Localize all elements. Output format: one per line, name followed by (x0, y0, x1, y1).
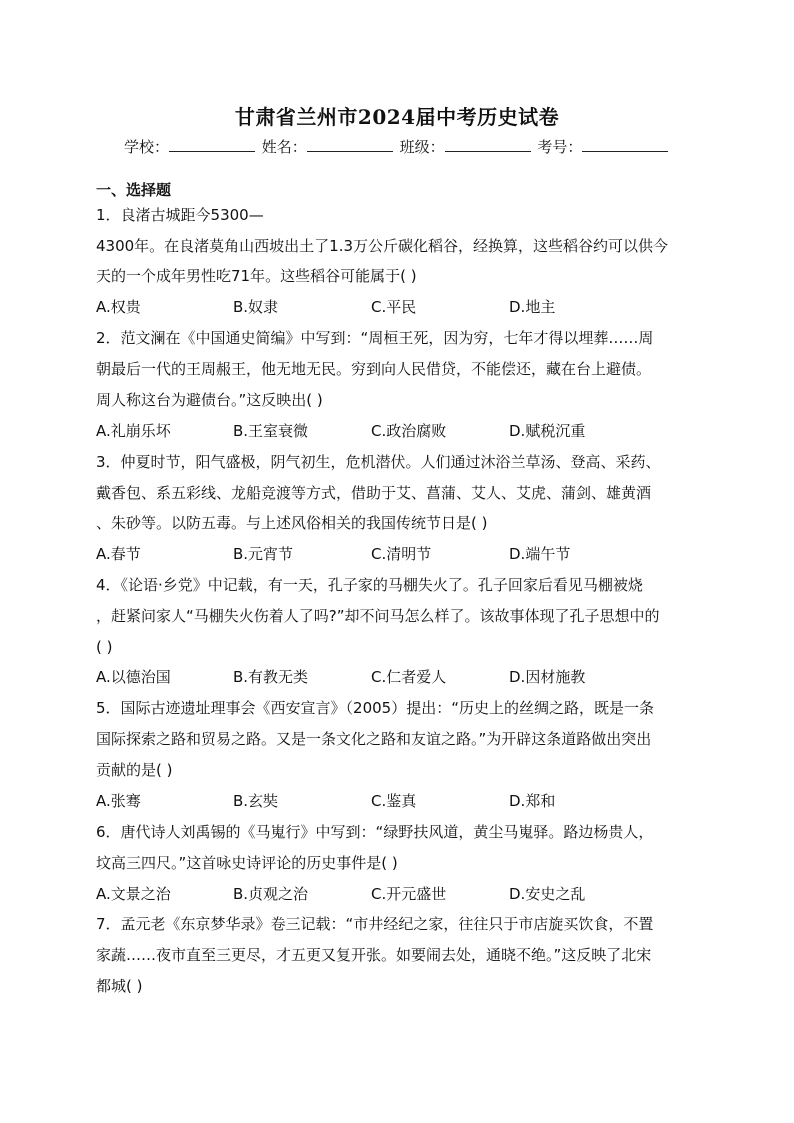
question-4-line-3: ( ) (96, 638, 113, 656)
question-2-option-a: A.礼崩乐坏 (96, 422, 171, 440)
question-4-option-b: B.有教无类 (233, 668, 309, 686)
question-2-option-b: B.王室衰微 (233, 422, 309, 440)
question-5-line-3: 贡献的是( ) (96, 761, 173, 779)
student-info-row (124, 136, 670, 157)
question-5-line-1: 5．国际古迹遗址理事会《西安宣言》（2005）提出：“历史上的丝绸之路，既是一条 (96, 699, 654, 717)
question-3-line-2: 戴香包、系五彩线、龙船竞渡等方式，借助于艾、菖蒲、艾人、艾虎、蒲剑、雄黄酒 (96, 484, 652, 502)
class-blank (445, 136, 531, 152)
question-5-option-b: B.玄奘 (233, 792, 279, 810)
question-6-option-d: D.安史之乱 (509, 885, 586, 903)
question-7-line-1: 7．孟元老《东京梦华录》卷三记载：“市井经纪之家，往往只于市店旋买饮食，不置 (96, 915, 654, 933)
question-5-option-a: A.张骞 (96, 792, 141, 810)
question-1-option-b: B.奴隶 (233, 298, 279, 316)
question-1-line-2: 4300年。在良渚莫角山西坡出土了1.3万公斤碳化稻谷，经换算，这些稻谷约可以供今 (96, 237, 669, 255)
exam-number-label: 考号： (537, 138, 583, 156)
question-7-line-2: 家蔬……夜市直至三更尽，才五更又复开张。如要闹去处，通晓不绝。”这反映了北宋 (96, 946, 652, 964)
question-1-line-3: 天的一个成年男性吃71年。这些稻谷可能属于( ) (96, 267, 417, 285)
name-blank (307, 136, 393, 152)
question-2-option-d: D.赋税沉重 (509, 422, 586, 440)
question-7-line-3: 都城( ) (96, 977, 143, 995)
school-label: 学校： (124, 138, 170, 156)
question-2-line-3: 周人称这台为避债台。”这反映出( ) (96, 391, 323, 409)
question-2-line-1: 2．范文澜在《中国通史简编》中写到：“周桓王死，因为穷，七年才得以埋葬……周 (96, 329, 654, 347)
question-3-option-d: D.端午节 (509, 545, 571, 563)
exam-number-blank (582, 136, 668, 152)
question-5-option-c: C.鉴真 (371, 792, 417, 810)
question-3-option-b: B.元宵节 (233, 545, 294, 563)
question-3-line-1: 3．仲夏时节，阳气盛极，阴气初生，危机潜伏。人们通过沐浴兰草汤、登高、采药、 (96, 453, 661, 471)
question-5-option-d: D.郑和 (509, 792, 556, 810)
question-4-option-d: D.因材施教 (509, 668, 586, 686)
question-6-option-a: A.文景之治 (96, 885, 171, 903)
question-2-line-2: 朝最后一代的王周赧王，他无地无民。穷到向人民借贷，不能偿还，藏在台上避债。 (96, 360, 652, 378)
question-3-line-3: 、朱砂等。以防五毒。与上述风俗相关的我国传统节日是( ) (96, 514, 488, 532)
question-4-line-2: ，赶紧问家人“马棚失火伤着人了吗?”却不问马怎么样了。该故事体现了孔子思想中的 (96, 607, 660, 625)
section-title: 一、选择题 (96, 181, 172, 199)
school-blank (169, 136, 255, 152)
class-label: 班级： (399, 138, 445, 156)
question-1-option-d: D.地主 (509, 298, 556, 316)
question-3-option-c: C.清明节 (371, 545, 432, 563)
question-1-option-c: C.平民 (371, 298, 417, 316)
question-6-line-1: 6．唐代诗人刘禹锡的《马嵬行》中写到：“绿野扶风道，黄尘马嵬驿。路边杨贵人， (96, 823, 654, 841)
question-4-line-1: 4．《论语·乡党》中记载，有一天，孔子家的马棚失火了。孔子回家后看见马棚被烧 (96, 576, 643, 594)
name-label: 姓名： (261, 138, 307, 156)
question-1-option-a: A.权贵 (96, 298, 141, 316)
question-6-option-b: B.贞观之治 (233, 885, 309, 903)
question-6-line-2: 坟高三四尺。”这首咏史诗评论的历史事件是( ) (96, 854, 398, 872)
question-1-line-1: 1．良渚古城距今5300— (96, 206, 264, 224)
question-5-line-2: 国际探索之路和贸易之路。又是一条文化之路和友谊之路。”为开辟这条道路做出突出 (96, 730, 652, 748)
question-6-option-c: C.开元盛世 (371, 885, 447, 903)
question-2-option-c: C.政治腐败 (371, 422, 447, 440)
question-4-option-c: C.仁者爱人 (371, 668, 447, 686)
question-4-option-a: A.以德治国 (96, 668, 171, 686)
exam-title: 甘肃省兰州市2024届中考历史试卷 (234, 105, 560, 129)
question-3-option-a: A.春节 (96, 545, 141, 563)
